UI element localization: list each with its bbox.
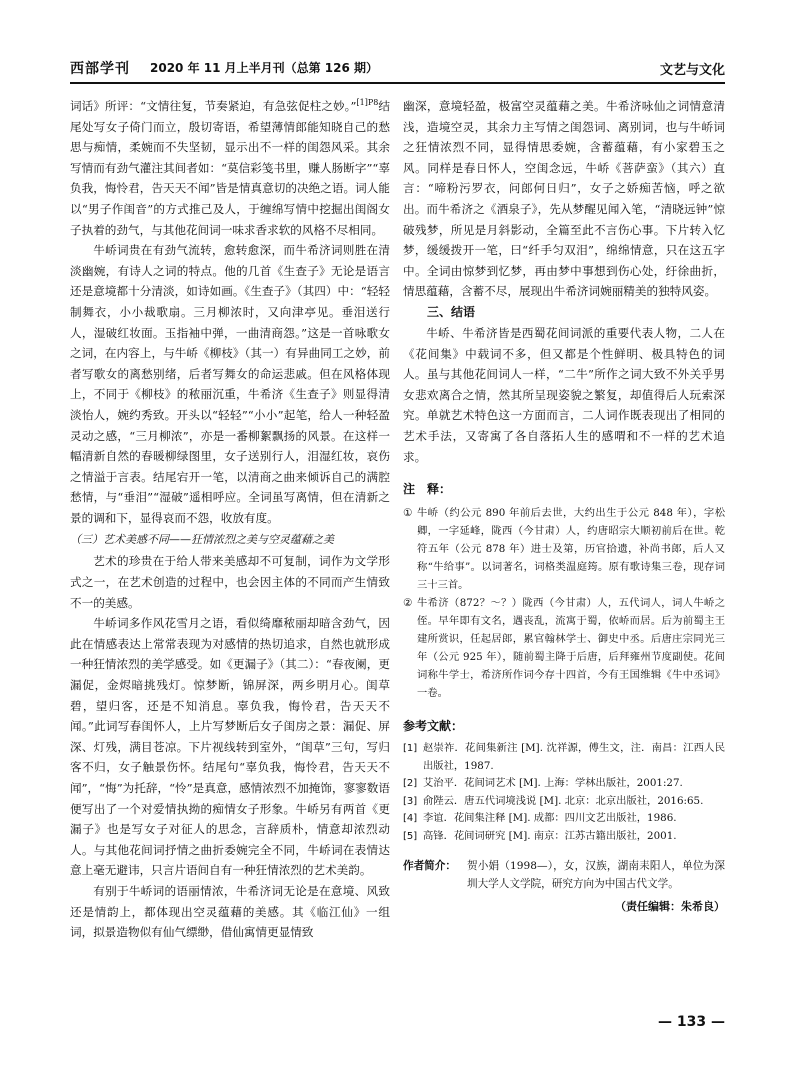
reference-number: [4] [403, 813, 418, 825]
note-item [403, 504, 725, 594]
issue-info: 2020 年 11 月上半月刊（总第 126 期） [150, 61, 379, 75]
reference-item [403, 740, 725, 775]
reference-number: [5] [403, 830, 418, 842]
paragraph: 艺术的珍贵在于给人带来美感却不可复制，词作为文学形式之一，在艺术创造的过程中，也会因主体的不同而产生情致不一的美感。 [70, 554, 390, 610]
reference-text: 高锋．花间词研究 [M]. 南京：江苏古籍出版社，2001. [423, 829, 677, 842]
note-item [403, 594, 725, 702]
citation-superscript: [1]P8 [356, 98, 379, 108]
reference-text: 赵崇祚．花间集新注 [M]. 沈祥源，傅生文，注．南昌：江西人民出版社，1987. [423, 742, 725, 772]
subheading: （三）艺术美感不同——狂情浓烈之美与空灵蕴藉之美 [70, 533, 334, 547]
notes-title: 注 释： [403, 482, 452, 497]
note-text: 牛峤（约公元 890 年前后去世，大约出生于公元 848 年），字松卿，一字延峰，陇西（今甘肃）人，约唐昭宗大顺初前后在世。乾符五年（公元 878 年）进士及第，历官拾遗，补尚书郎，后人又称“牛给事”。以词著名，词格类温庭筠。原有歌诗集三卷，现存词三十三首。 [417, 506, 725, 591]
page-number: — 133 — [658, 1014, 725, 1030]
reference-item [403, 828, 725, 846]
right-column [403, 96, 725, 918]
paragraph [70, 96, 390, 240]
references-title: 参考文献： [403, 718, 464, 733]
paragraph: 幽深，意境轻盈，极富空灵蕴藉之美。牛希济咏仙之词情意清浅，造境空灵，其余力主写情之闺怨词、离别词，也与牛峤词之狂情浓烈不同，显得情思委婉，含蓄蕴藉，有小家碧玉之风。同样是春日怀人，空闺念远，牛峤《菩萨蛮》（其六）直言：“啼粉污罗衣，问郎何日归”，女子之娇痴苦恼，呼之欲出。而牛希济之《酒泉子》，先从梦醒见闻入笔，“清晓远钟”惊破残梦，所见是月斜影动，全篇至此不言伤心事。下片转入忆梦，缓缓拨开一笔，曰“纤手匀双泪”，绵绵情意，只在这五字中。全词由惊梦到忆梦，再由梦中事想到伤心处，纡徐曲折，情思蕴藉，含蓄不尽，展现出牛希济词婉丽精美的独特风姿。 [403, 99, 725, 299]
note-number: ① [403, 506, 413, 519]
reference-item [403, 775, 725, 793]
left-column [70, 96, 390, 943]
note-number: ② [403, 596, 413, 609]
running-header [70, 58, 725, 80]
section-name: 文艺与文化 [659, 63, 725, 78]
author-bio [403, 857, 725, 893]
paragraph: 有别于牛峤词的语丽情浓，牛希济词无论是在意境、风致还是情韵上，都体现出空灵蕴藉的美感。其《临江仙》一组词，拟景造物似有仙气缥缈，借仙寓情更显情致 [70, 883, 390, 940]
reference-number: [2] [403, 778, 418, 790]
reference-text: 李谊．花间集注释 [M]. 成都：四川文艺出版社，1986. [423, 812, 677, 825]
conclusion-heading: 三、结语 [427, 304, 476, 319]
reference-text: 艾治平．花间词艺术 [M]. 上海：学林出版社，2001:27. [423, 777, 683, 790]
notes-list [403, 504, 725, 702]
journal-name: 西部学刊 [70, 61, 130, 77]
reference-number: [1] [403, 743, 418, 755]
paragraph-text: 词话》所评：“文情往复，节奏紧迫，有急弦促柱之妙。” [70, 99, 357, 113]
references-list [403, 740, 725, 845]
responsible-editor: （责任编辑：朱希良） [615, 900, 725, 914]
reference-item [403, 793, 725, 811]
reference-text: 俞陛云．唐五代词境浅说 [M]. 北京：北京出版社，2016:65. [423, 794, 704, 807]
author-text: 贺小娟（1998—），女，汉族，湖南耒阳人，单位为深圳大学人文学院，研究方向为中国古代文学。 [467, 860, 725, 891]
reference-number: [3] [403, 795, 418, 807]
paragraph: 牛峤、牛希济皆是西蜀花间词派的重要代表人物，二人在《花间集》中载词不多，但又都是个性鲜明、极具特色的词人。虽与其他花间词人一样，“二牛”所作之词大致不外关乎男女悲欢离合之情，然其所呈现姿貌之繁复，却值得后人玩索深究。单就艺术特色这一方面而言，二人词作既表现出了相同的艺术手法，又寄寓了各自落拓人生的感喟和不一样的艺术追求。 [403, 325, 725, 464]
author-label: 作者简介： [403, 860, 456, 873]
reference-item [403, 810, 725, 828]
paragraph: 牛峤词多作风花雪月之语，看似绮靡秾丽却暗含劲气，因此在情感表达上常常表现为对感情的热切追求，自然也就形成一种狂情浓烈的美学感受。如《更漏子》（其二）：“春夜阑，更漏促，金烬暗挑残灯。惊梦断，锦屏深，两乡明月心。闺草碧，望归客，还是不知消息。辜负我，悔怜君，告天天不闻。”此词写春闺怀人，上片写梦断后女子闺房之景：漏促、屏深、灯残，满目苍凉。下片视线转到室外，“闺草”三句，写归客不归，女子触景伤怀。结尾句“辜负我，悔怜君，告天天不闻”，“悔”为托辞，“怜”是真意，感情浓烈不加掩饰，寥寥数语便写出了一个对爱情执拗的痴情女子形象。牛峤另有两首《更漏子》也是写女子对征人的思念，言辞质朴，情意却浓烈动人。与其他花间词抒情之曲折委婉完全不同，牛峤词在表情达意上毫无避讳，只言片语间自有一种狂情浓烈的艺术美韵。 [70, 616, 390, 878]
note-text: 牛希济（872？～？）陇西（今甘肃）人，五代词人，词人牛峤之侄。早年即有文名，遇丧乱，流寓于蜀，依峤而居。后为前蜀主王建所赏识，任起居郎，累官翰林学士、御史中丞。后唐庄宗同光三年（公元 925 年），随前蜀主降于后唐，后拜雍州节度副使。花间词称牛学士，希济所作词今存十四首，今有王国维辑《牛中丞词》一卷。 [417, 596, 725, 699]
paragraph: 牛峤词贵在有劲气流转，愈转愈深，而牛希济词则胜在清淡幽婉，有诗人之词的特点。他的几首《生查子》无论是语言还是意境都十分清淡，如诗如画。《生查子》（其四）中：“轻轻制舞衣，小小裁歌扇。三月柳浓时，又向津亭见。垂泪送行人，湿破红妆面。玉指袖中弹，一曲清商怨。”这是一首咏歌女之词，在内容上，与牛峤《柳枝》（其一）有异曲同工之妙，前者写歌女的离愁别绪，后者写舞女的命运悲戚。但在风格体现上，不同于《柳枝》的秾丽沉重，牛希济《生查子》则显得清淡怡人，婉约秀致。开头以“轻轻”“小小”起笔，给人一种轻盈灵动之感，“三月柳浓”，亦是一番柳絮飘扬的风景。在这样一幅清新自然的春暖柳绿图里，女子送别行人，泪湿红妆，哀伤之情溢于言表。结尾宕开一笔，以清商之曲来倾诉自己的满腔愁情，与“垂泪”“湿破”遥相呼应。全词虽写离情，但在清新之景的调和下，显得哀而不怨，收放有度。 [70, 243, 390, 525]
header-rule [70, 82, 725, 84]
paragraph-text: 结尾处写女子倚门而立，殷切寄语，希望薄情郎能知晓自己的愁思与痴情，柔婉而不失坚韧，显示出不一样的闺怨风采。其余写情而有劲气灌注其间者如：“莫信彩笺书里，赚人肠断字”“辜负我，悔怜君，告天天不闻”皆是情真意切的决绝之语。词人能以“男子作闺音”的方式推己及人，于缠绵写情中挖掘出闺阁女子执着的劲气，与其他花间词一味求香求软的风格不尽相同。 [70, 99, 390, 237]
